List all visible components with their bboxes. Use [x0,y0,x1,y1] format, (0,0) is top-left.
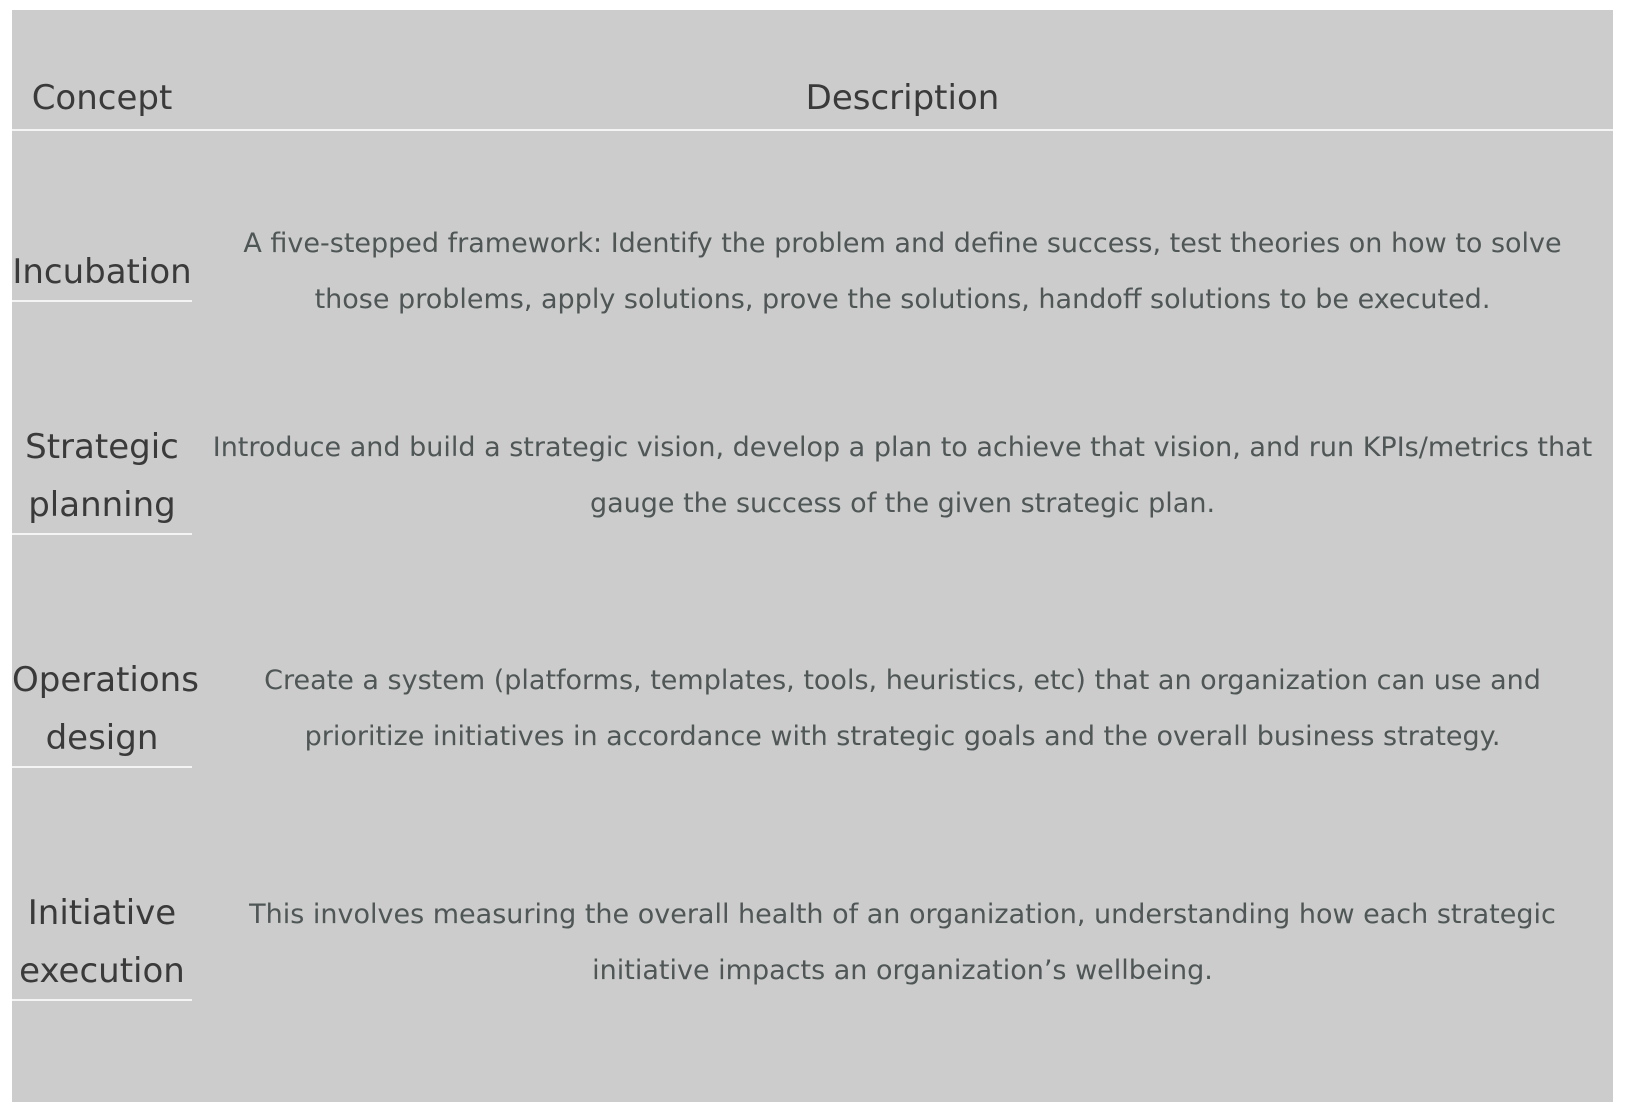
description-operations-design: Create a system (platforms, templates, tools, heuristics, etc) that an organization can use and prioritize initiatives in accordance with strategic goals and the overall business strategy. [264,665,1541,752]
concept-operations-design: Operations design [12,660,199,758]
description-strategic-planning: Introduce and build a strategic vision, develop a plan to achieve that vision, and run KPIs/metrics that gauge the success of the given strategic plan. [212,432,1593,519]
description-initiative-execution: This involves measuring the overall health of an organization, understanding how each strategic initiative impacts an organization’s wellbeing. [249,899,1556,986]
concept-table [12,10,1613,1102]
column-header-concept: Concept [31,78,173,118]
column-header-description: Description [805,78,1000,118]
concept-initiative-execution: Initiative execution [19,893,185,991]
row-divider [12,766,192,768]
concept-strategic-planning: Strategic planning [25,427,179,525]
header-divider [12,129,1613,131]
row-divider [12,300,192,302]
concept-incubation: Incubation [12,252,192,292]
row-divider [12,999,192,1001]
row-divider [12,533,192,535]
description-incubation: A five-stepped framework: Identify the problem and define success, test theories on how to solve those problems, apply solutions, prove the solutions, handoff solutions to be executed. [243,228,1562,315]
